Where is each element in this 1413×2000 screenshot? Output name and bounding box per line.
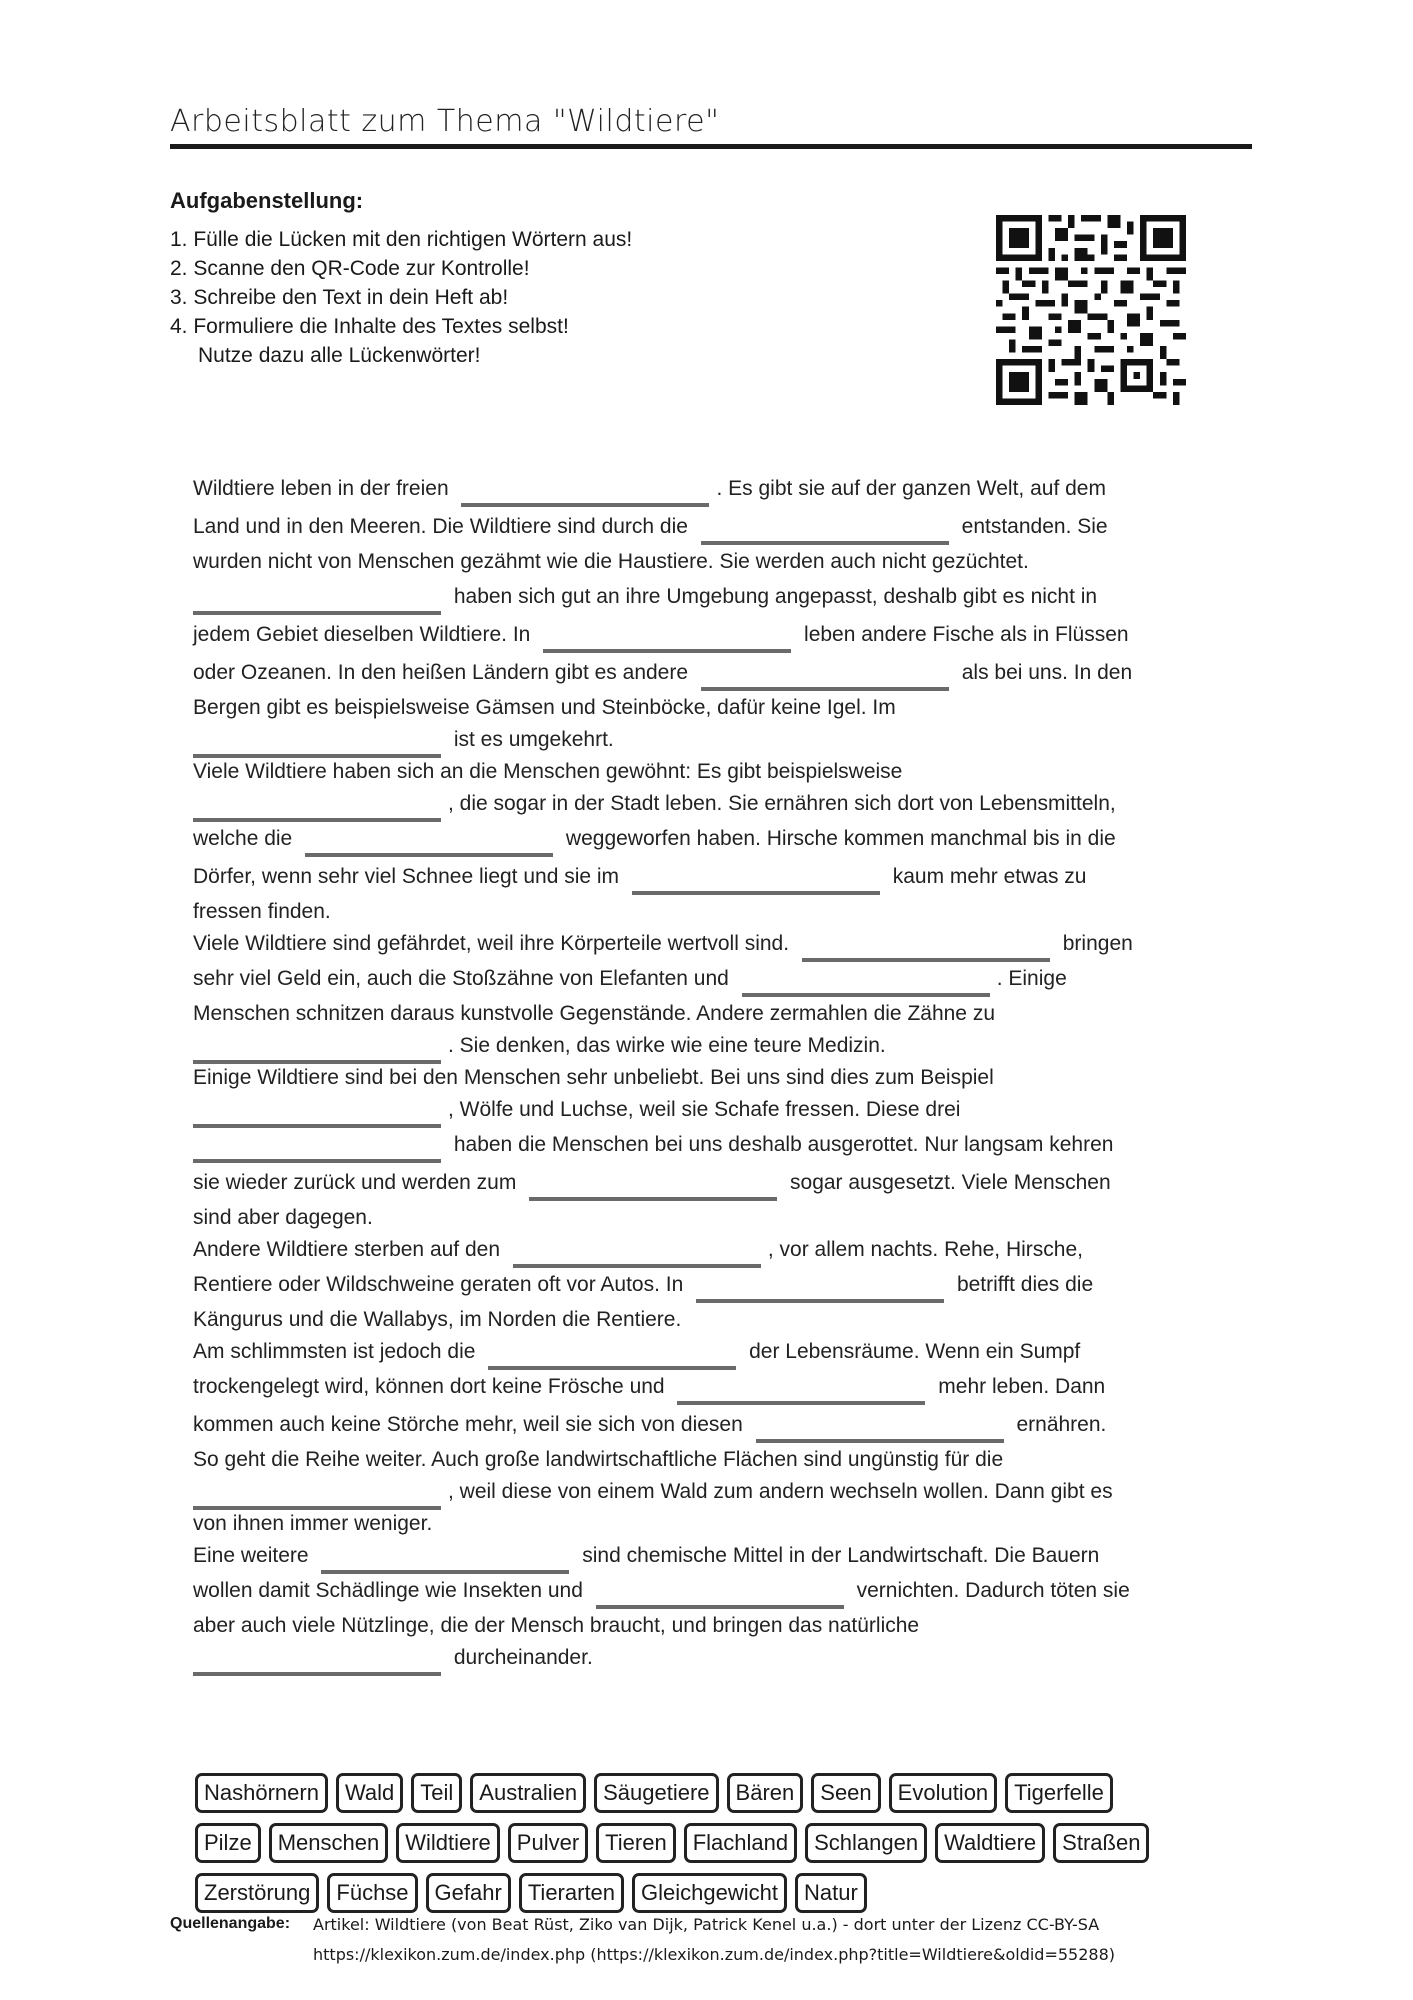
blank-field[interactable] [193, 1094, 441, 1128]
word-chip[interactable]: Wald [336, 1773, 403, 1813]
text-segment: , Wölfe und Luchse, weil sie Schafe fressen. Diese drei [448, 1098, 961, 1121]
task-item-4-continued: Nutze dazu alle Lückenwörter! [198, 344, 481, 367]
blank-field[interactable] [696, 1269, 944, 1303]
text-segment: Menschen schnitzen daraus kunstvolle Gegenstände. Andere zermahlen die Zähne zu [193, 1002, 995, 1025]
text-segment: wollen damit Schädlinge wie Insekten und [193, 1579, 583, 1602]
blank-field[interactable] [321, 1540, 569, 1574]
text-segment: bringen [1062, 932, 1133, 955]
blank-field[interactable] [543, 619, 791, 653]
text-segment: entstanden. Sie [961, 515, 1108, 538]
word-chip[interactable]: Seen [811, 1773, 880, 1813]
text-segment: weggeworfen haben. Hirsche kommen manchmal bis in die [565, 827, 1116, 850]
word-chip[interactable]: Säugetiere [594, 1773, 718, 1813]
source-url[interactable]: https://klexikon.zum.de/index.php (https://klexikon.zum.de/index.php?title=Wildtiere&oldid=55288) [313, 1945, 1115, 1964]
text-segment: welche die [193, 827, 293, 850]
task-item-3: 3. Schreibe den Text in dein Heft ab! [170, 286, 509, 309]
text-segment: mehr leben. Dann [938, 1375, 1106, 1398]
text-segment: , weil diese von einem Wald zum andern wechseln wollen. Dann gibt es [448, 1480, 1113, 1503]
text-segment: . Sie denken, das wirke wie eine teure Medizin. [448, 1034, 886, 1057]
word-chip[interactable]: Teil [411, 1773, 462, 1813]
blank-field[interactable] [513, 1234, 761, 1268]
word-bank-row [195, 1823, 1255, 1863]
text-segment: sind aber dagegen. [193, 1206, 373, 1229]
text-segment: aber auch viele Nützlinge, die der Mensch braucht, und bringen das natürliche [193, 1614, 920, 1637]
blank-field[interactable] [193, 1030, 441, 1064]
text-segment: , die sogar in der Stadt leben. Sie ernähren sich dort von Lebensmitteln, [448, 792, 1116, 815]
text-segment: fressen finden. [193, 900, 331, 923]
text-segment: Dörfer, wenn sehr viel Schnee liegt und sie im [193, 865, 620, 888]
text-segment: , vor allem nachts. Rehe, Hirsche, [767, 1238, 1083, 1261]
word-chip[interactable]: Menschen [269, 1823, 389, 1863]
blank-field[interactable] [193, 1642, 441, 1676]
text-segment: vernichten. Dadurch töten sie [856, 1579, 1130, 1602]
text-segment: So geht die Reihe weiter. Auch große landwirtschaftliche Flächen sind ungünstig für die [193, 1448, 1004, 1471]
blank-field[interactable] [193, 788, 441, 822]
text-segment: kommen auch keine Störche mehr, weil sie sich von diesen [193, 1413, 743, 1436]
text-segment: Land und in den Meeren. Die Wildtiere sind durch die [193, 515, 688, 538]
text-segment: oder Ozeanen. In den heißen Ländern gibt es andere [193, 661, 689, 684]
word-chip[interactable]: Wildtiere [396, 1823, 500, 1863]
word-bank [195, 1773, 1255, 1923]
word-bank-row [195, 1873, 1255, 1913]
title-rule [170, 144, 1252, 149]
task-item-4: 4. Formuliere die Inhalte des Textes selbst! [170, 315, 569, 338]
blank-field[interactable] [461, 473, 709, 507]
text-segment: von ihnen immer weniger. [193, 1512, 433, 1535]
text-segment: . Einige [996, 967, 1067, 990]
blank-field[interactable] [193, 1129, 441, 1163]
word-chip[interactable]: Gefahr [426, 1873, 511, 1913]
text-segment: sie wieder zurück und werden zum [193, 1171, 517, 1194]
text-segment: jedem Gebiet dieselben Wildtiere. In [193, 623, 531, 646]
cloze-text [193, 470, 1243, 1674]
word-chip[interactable]: Pulver [508, 1823, 588, 1863]
task-list [170, 225, 632, 370]
blank-field[interactable] [488, 1336, 736, 1370]
word-chip[interactable]: Australien [470, 1773, 586, 1813]
worksheet-title: Arbeitsblatt zum Thema "Wildtiere" [170, 104, 720, 139]
text-segment: Eine weitere [193, 1544, 309, 1567]
blank-field[interactable] [193, 581, 441, 615]
text-segment: sind chemische Mittel in der Landwirtschaft. Die Bauern [582, 1544, 1100, 1567]
word-chip[interactable]: Tigerfelle [1005, 1773, 1113, 1813]
blank-field[interactable] [756, 1409, 1004, 1443]
word-chip[interactable]: Tierarten [519, 1873, 624, 1913]
text-segment: kaum mehr etwas zu [892, 865, 1087, 888]
text-segment: leben andere Fische als in Flüssen [804, 623, 1129, 646]
word-chip[interactable]: Waldtiere [935, 1823, 1045, 1863]
word-chip[interactable]: Natur [795, 1873, 867, 1913]
word-chip[interactable]: Flachland [684, 1823, 797, 1863]
task-item-1: 1. Fülle die Lücken mit den richtigen Wörtern aus! [170, 228, 633, 251]
blank-field[interactable] [632, 861, 880, 895]
text-segment: sogar ausgesetzt. Viele Menschen [790, 1171, 1111, 1194]
text-segment: durcheinander. [453, 1646, 593, 1669]
word-chip[interactable]: Pilze [195, 1823, 261, 1863]
blank-field[interactable] [193, 1476, 441, 1510]
blank-field[interactable] [802, 928, 1050, 962]
word-chip[interactable]: Gleichgewicht [632, 1873, 787, 1913]
source-label: Quellenangabe: [170, 1915, 291, 1932]
text-segment: haben die Menschen bei uns deshalb ausgerottet. Nur langsam kehren [453, 1133, 1114, 1156]
text-segment: . Es gibt sie auf der ganzen Welt, auf dem [716, 477, 1106, 500]
word-chip[interactable]: Evolution [889, 1773, 998, 1813]
text-segment: Bergen gibt es beispielsweise Gämsen und Steinböcke, dafür keine Igel. Im [193, 696, 896, 719]
text-segment: Viele Wildtiere sind gefährdet, weil ihre Körperteile wertvoll sind. [193, 932, 790, 955]
blank-field[interactable] [742, 963, 990, 997]
word-chip[interactable]: Schlangen [805, 1823, 927, 1863]
word-chip[interactable]: Füchse [327, 1873, 417, 1913]
word-chip[interactable]: Straßen [1053, 1823, 1149, 1863]
text-segment: ist es umgekehrt. [453, 728, 614, 751]
blank-field[interactable] [677, 1371, 925, 1405]
word-chip[interactable]: Zerstörung [195, 1873, 319, 1913]
text-segment: Am schlimmsten ist jedoch die [193, 1340, 476, 1363]
text-segment: Kängurus und die Wallabys, im Norden die Rentiere. [193, 1308, 682, 1331]
blank-field[interactable] [701, 657, 949, 691]
task-heading: Aufgabenstellung: [170, 188, 364, 213]
blank-field[interactable] [596, 1575, 844, 1609]
word-chip[interactable]: Tieren [596, 1823, 676, 1863]
text-segment: der Lebensräume. Wenn ein Sumpf [749, 1340, 1081, 1363]
text-segment: betrifft dies die [956, 1273, 1094, 1296]
blank-field[interactable] [305, 823, 553, 857]
text-segment: als bei uns. In den [961, 661, 1133, 684]
text-segment: Andere Wildtiere sterben auf den [193, 1238, 501, 1261]
text-segment: haben sich gut an ihre Umgebung angepasst, deshalb gibt es nicht in [453, 585, 1098, 608]
text-segment: Einige Wildtiere sind bei den Menschen sehr unbeliebt. Bei uns sind dies zum Beispiel [193, 1066, 994, 1089]
blank-field[interactable] [193, 724, 441, 758]
word-bank-row [195, 1773, 1255, 1813]
source-text: Artikel: Wildtiere (von Beat Rüst, Ziko van Dijk, Patrick Kenel u.a.) - dort unter der Lizenz CC-BY-SA [313, 1915, 1100, 1934]
text-segment: Wildtiere leben in der freien [193, 477, 449, 500]
word-chip[interactable]: Nashörnern [195, 1773, 328, 1813]
blank-field[interactable] [701, 511, 949, 545]
text-segment: Viele Wildtiere haben sich an die Menschen gewöhnt: Es gibt beispielsweise [193, 760, 903, 783]
blank-field[interactable] [529, 1167, 777, 1201]
text-segment: trockengelegt wird, können dort keine Frösche und [193, 1375, 665, 1398]
qr-code-icon [996, 215, 1186, 405]
text-segment: wurden nicht von Menschen gezähmt wie die Haustiere. Sie werden auch nicht gezüchtet. [193, 550, 1029, 573]
word-chip[interactable]: Bären [727, 1773, 804, 1813]
task-item-2: 2. Scanne den QR-Code zur Kontrolle! [170, 257, 530, 280]
text-segment: ernähren. [1016, 1413, 1107, 1436]
text-segment: sehr viel Geld ein, auch die Stoßzähne von Elefanten und [193, 967, 729, 990]
text-segment: Rentiere oder Wildschweine geraten oft vor Autos. In [193, 1273, 684, 1296]
